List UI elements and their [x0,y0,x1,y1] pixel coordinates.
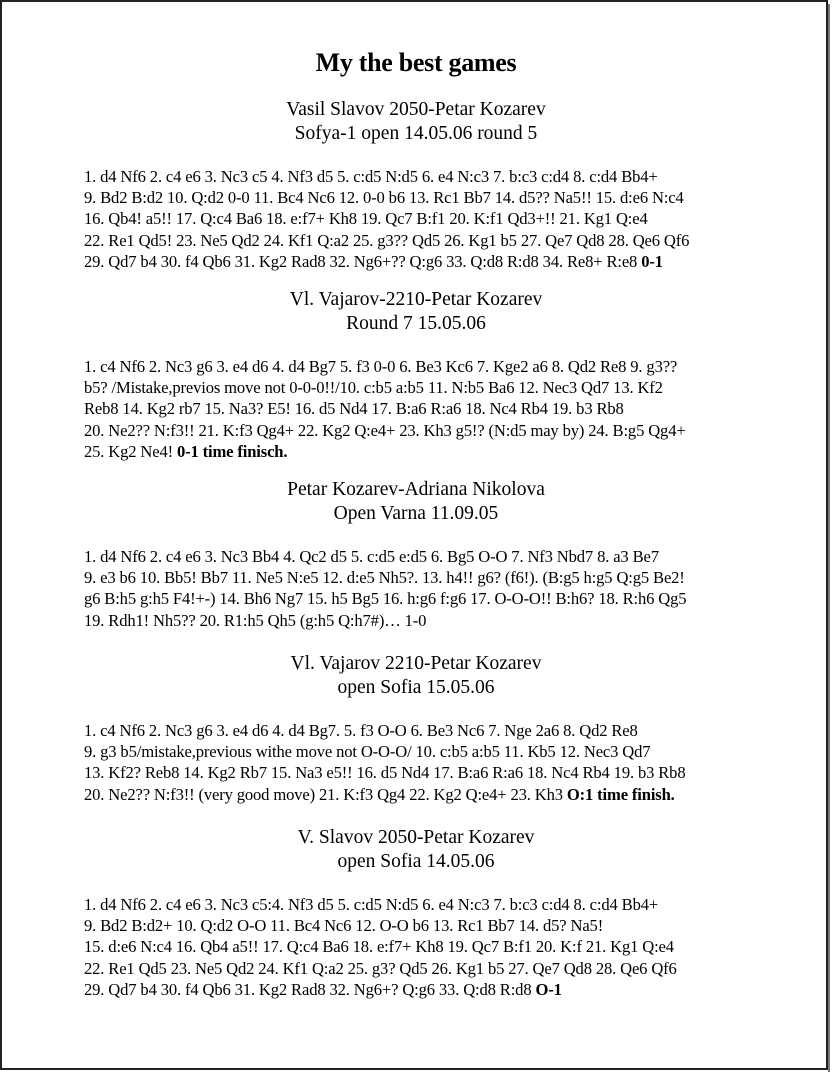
moves-line: 9. g3 b5/mistake,previous withe move not O-O-O/ 10. c:b5 a:b5 11. Kb5 12. Nec3 Qd7 [84,742,651,762]
moves-line: g6 B:h5 g:h5 F4!+-) 14. Bh6 Ng7 15. h5 Bg5 16. h:g6 f:g6 17. O-O-O!! B:h6? 18. R:h6 Qg5 [84,589,687,609]
moves-line: 1. c4 Nf6 2. Nc3 g6 3. e4 d6 4. d4 Bg7. 5. f3 O-O 6. Be3 Nc6 7. Nge 2a6 8. Qd2 Re8 [84,721,638,740]
game-result: O:1 time finish. [566,784,675,804]
moves-line: b5? /Mistake,previos move not 0-0-0!!/10. c:b5 a:b5 11. N:b5 Ba6 12. Nec3 Qd7 13. Kf2 [84,378,663,398]
game-event: Open Varna 11.09.05 [333,503,499,524]
game-players: Vl. Vajarov 2210-Petar Kozarev [290,653,542,674]
game-entry [2,288,830,462]
moves-line: 15. d:e6 N:c4 16. Qb4 a5!! 17. Q:c4 Ba6 18. e:f7+ Kh8 19. Qc7 B:f1 20. K:f 21. Kg1 Q:e4 [84,937,674,957]
moves-text: 29. Qd7 b4 30. f4 Qb6 31. Kg2 Rad8 32. Ng6+?? Q:g6 33. Q:d8 R:d8 34. Re8+ R:e8 [84,251,638,271]
moves-line: 22. Re1 Qd5! 23. Ne5 Qd2 24. Kf1 Q:a2 25. g3?? Qd5 26. Kg1 b5 27. Qe7 Qd8 28. Qe6 Qf6 [84,230,690,250]
moves-line-last [84,979,764,1000]
game-moves [2,356,764,462]
game-players: Vasil Slavov 2050-Petar Kozarev [286,99,546,120]
game-entry [2,652,830,805]
game-players: Petar Kozarev-Adriana Nikolova [287,479,545,500]
moves-line-last [84,784,764,805]
moves-line-last [84,441,764,462]
moves-line-last [84,251,764,272]
moves-line: 1. d4 Nf6 2. c4 e6 3. Nc3 c5 4. Nf3 d5 5. c:d5 N:d5 6. e4 N:c3 7. b:c3 c:d4 8. c:d4 Bb4+ [84,167,658,186]
moves-line: 19. Rdh1! Nh5?? 20. R1:h5 Qh5 (g:h5 Q:h7#)… 1-0 [84,610,427,630]
game-moves [2,546,764,631]
game-entry [2,826,830,1000]
moves-text: 29. Qd7 b4 30. f4 Qb6 31. Kg2 Rad8 32. Ng6+? Q:g6 33. Q:d8 R:d8 [84,979,536,999]
moves-line: Reb8 14. Kg2 rb7 15. Na3? E5! 16. d5 Nd4 17. B:a6 R:a6 18. Nc4 Rb4 19. b3 Rb8 [84,399,624,419]
moves-line: 20. Ne2?? N:f3!! 21. K:f3 Qg4+ 22. Kg2 Q:e4+ 23. Kh3 g5!? (N:d5 may by) 24. B:g5 Qg4+ [84,420,686,440]
moves-line: 1. d4 Nf6 2. c4 e6 3. Nc3 Bb4 4. Qc2 d5 5. c:d5 e:d5 6. Bg5 O-O 7. Nf3 Nbd7 8. a3 Be7 [84,547,659,566]
game-event: open Sofia 15.05.06 [337,677,495,698]
moves-line: 22. Re1 Qd5 23. Ne5 Qd2 24. Kf1 Q:a2 25. g3? Qd5 26. Kg1 b5 27. Qe7 Qd8 28. Qe6 Qf6 [84,958,677,978]
moves-line: 9. Bd2 B:d2 10. Q:d2 0-0 11. Bc4 Nc6 12. 0-0 b6 13. Rc1 Bb7 14. d5?? Na5!! 15. d:e6 N:c4 [84,188,684,208]
game-players: V. Slavov 2050-Petar Kozarev [297,827,535,848]
game-entry [2,98,830,272]
game-result: 0-1 [641,251,663,271]
game-result: O-1 [535,979,562,999]
moves-line: 9. e3 b6 10. Bb5! Bb7 11. Ne5 N:e5 12. d:e5 Nh5?. 13. h4!! g6? (f6!). (B:g5 h:g5 Q:g5 Be2! [84,568,685,588]
moves-line: 16. Qb4! a5!! 17. Q:c4 Ba6 18. e:f7+ Kh8 19. Qc7 B:f1 20. K:f1 Qd3+!! 21. Kg1 Q:e4 [84,209,648,229]
game-moves [2,720,764,805]
moves-text: 20. Ne2?? N:f3!! (very good move) 21. K:f3 Qg4 22. Kg2 Q:e4+ 23. Kh3 [84,784,563,804]
moves-line: 1. c4 Nf6 2. Nc3 g6 3. e4 d6 4. d4 Bg7 5. f3 0-0 6. Be3 Kc6 7. Kge2 a6 8. Qd2 Re8 9. g3?? [84,357,678,376]
game-moves [2,166,764,272]
game-entry [2,478,830,631]
moves-line: 9. Bd2 B:d2+ 10. Q:d2 O-O 11. Bc4 Nc6 12. O-O b6 13. Rc1 Bb7 14. d5? Na5! [84,916,604,936]
game-moves [2,894,764,1000]
page-title: My the best games [315,48,517,77]
game-result: 0-1 time finisch. [177,441,288,461]
game-event: open Sofia 14.05.06 [337,851,495,872]
moves-text: 25. Kg2 Ne4! [84,441,173,461]
game-players: Vl. Vajarov-2210-Petar Kozarev [289,289,543,310]
moves-line: 1. d4 Nf6 2. c4 e6 3. Nc3 c5:4. Nf3 d5 5. c:d5 N:d5 6. e4 N:c3 7. b:c3 c:d4 8. c:d4 Bb4+ [84,895,659,914]
moves-line: 13. Kf2? Reb8 14. Kg2 Rb7 15. Na3 e5!! 16. d5 Nd4 17. B:a6 R:a6 18. Nc4 Rb4 19. b3 Rb8 [84,763,686,783]
game-event: Round 7 15.05.06 [346,313,486,334]
game-event: Sofya-1 open 14.05.06 round 5 [294,123,538,144]
